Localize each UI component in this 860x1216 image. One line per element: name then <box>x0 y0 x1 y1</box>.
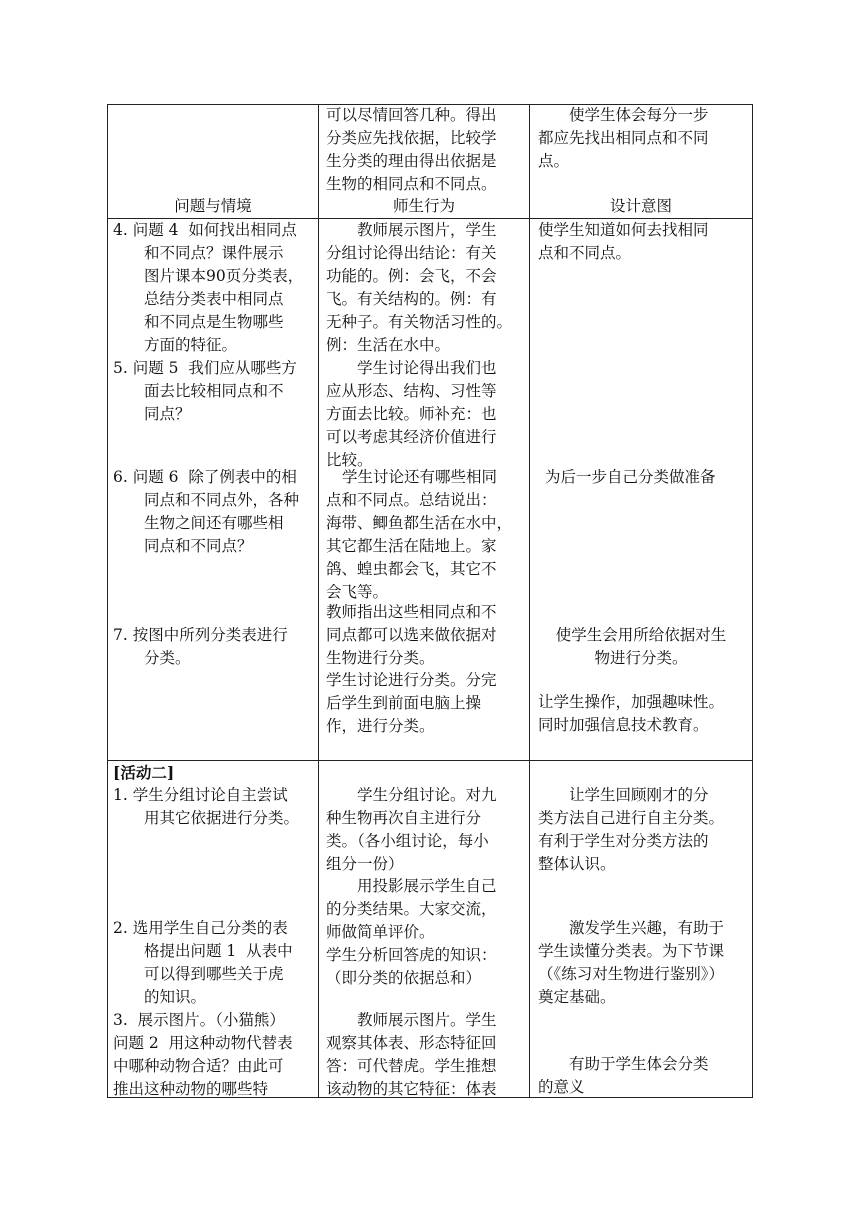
text-line: 该动物的其它特征：体表 <box>326 1080 497 1098</box>
text-line: 格提出问题 1 从表中 <box>144 942 293 960</box>
text-line: 其它都生活在陆地上。家 <box>326 537 497 555</box>
row0-design-intent-text <box>538 104 750 173</box>
table-divider-col1 <box>318 104 319 1098</box>
activity2-item-2 <box>113 917 317 1009</box>
activity2-item-3 <box>113 1009 317 1101</box>
question-6 <box>113 466 317 558</box>
text-line: 学生分析回答虎的知识： <box>326 946 497 964</box>
text-line: 使学生体会每分一步 <box>569 106 709 124</box>
text-line: 比较。 <box>326 451 373 469</box>
text-line: 总结分类表中相同点 <box>144 290 284 308</box>
intent-3 <box>530 624 752 670</box>
row0-teacher-student-text <box>326 104 526 196</box>
behavior-4 <box>326 601 528 670</box>
text-line: 使学生会用所给依据对生 <box>555 626 727 644</box>
behavior-1 <box>326 219 528 357</box>
text-line: 组分一份） <box>326 855 404 873</box>
text-line: 整体认识。 <box>538 855 616 873</box>
activity2-item-1 <box>113 784 317 830</box>
text-line: 学生讨论还有哪些相同 <box>342 468 498 486</box>
text-line: 师做简单评价。 <box>326 923 435 941</box>
text-line: 推出这种动物的哪些特 <box>113 1080 269 1098</box>
text-line: 分类。 <box>144 649 191 667</box>
header-problem-situation: 问题与情境 <box>174 197 252 215</box>
activity2-behavior-1 <box>326 784 528 876</box>
text-line: 海带、鲫鱼都生活在水中， <box>326 514 513 532</box>
activity2-behavior-2 <box>326 875 528 990</box>
text-line: 飞。有关结构的。例：有 <box>326 290 497 308</box>
text-line: 都应先找出相同点和不同 <box>538 129 709 147</box>
text-line: 答：可代替虎。学生推想 <box>326 1057 497 1075</box>
activity2-intent-2 <box>538 917 750 1009</box>
question-4 <box>113 219 317 357</box>
table-divider-col2 <box>529 104 530 1098</box>
table-border-left <box>107 104 108 1098</box>
text-line: 类。（各小组讨论，每小 <box>326 832 489 850</box>
text-line: 无种子。有关物活习性的。 <box>326 313 513 331</box>
text-line: 方面去比较。师补充：也 <box>326 405 497 423</box>
text-line: 和不同点是生物哪些 <box>144 313 284 331</box>
text-line: 观察其体表、形态特征回 <box>326 1034 497 1052</box>
behavior-3 <box>326 466 528 604</box>
intent-4 <box>538 691 750 737</box>
text-line: 教师展示图片，学生 <box>357 221 497 239</box>
text-line: 教师展示图片。学生 <box>357 1011 497 1029</box>
text-line: 问题 2 用这种动物代替表 <box>113 1034 293 1052</box>
activity2-intent-1 <box>538 784 750 876</box>
text-line: 后学生到前面电脑上操 <box>326 694 482 712</box>
behavior-5 <box>326 669 528 738</box>
text-line: 面去比较相同点和不 <box>144 382 284 400</box>
text-line: 方面的特征。 <box>144 336 238 354</box>
text-line: 分组讨论得出结论：有关 <box>326 244 497 262</box>
text-line: 5. 问题 5 我们应从哪些方 <box>113 359 297 377</box>
text-line: 3. 展示图片。（小猫熊） <box>113 1011 285 1029</box>
text-line: 中哪种动物合适？由此可 <box>113 1057 284 1075</box>
text-line: 同点和不同点？ <box>144 537 253 555</box>
text-line: 使学生知道如何去找相同 <box>538 221 709 239</box>
text-line: 2. 选用学生自己分类的表 <box>113 919 288 937</box>
text-line: 有助于学生体会分类 <box>569 1055 709 1073</box>
text-line: 可以得到哪些关于虎 <box>144 965 284 983</box>
text-line: 用其它依据进行分类。 <box>144 809 300 827</box>
text-line: 奠定基础。 <box>538 988 616 1006</box>
text-line: 分类应先找依据，比较学 <box>326 129 497 147</box>
text-line: 让学生操作，加强趣味性。 <box>538 693 725 711</box>
text-line: 点和不同点。总结说出： <box>326 491 497 509</box>
text-line: 7. 按图中所列分类表进行 <box>113 626 288 644</box>
text-line: 种生物再次自主进行分 <box>326 809 482 827</box>
text-line: 点和不同点。 <box>538 244 632 262</box>
intent-1 <box>538 219 750 265</box>
activity2-intent-3 <box>538 1053 750 1099</box>
text-line: 1. 学生分组讨论自主尝试 <box>113 786 288 804</box>
text-line: 可以尽情回答几种。得出 <box>326 106 497 124</box>
text-line: 图片课本90页分类表， <box>144 267 304 285</box>
text-line: 点。 <box>538 152 570 170</box>
text-line: 生物之间还有哪些相 <box>144 514 284 532</box>
text-line: 6. 问题 6 除了例表中的相 <box>113 468 297 486</box>
text-line: 同时加强信息技术教育。 <box>538 716 709 734</box>
text-line: （《练习对生物进行鉴别》） <box>538 965 725 983</box>
text-line: 学生读懂分类表。为下节课 <box>538 942 725 960</box>
question-7 <box>113 624 317 670</box>
text-line: 例：生活在水中。 <box>326 336 451 354</box>
text-line: 物进行分类。 <box>594 649 688 667</box>
behavior-2 <box>326 357 528 472</box>
text-line: 生物进行分类。 <box>326 649 435 667</box>
table-border-right <box>752 104 753 1098</box>
text-line: 激发学生兴趣，有助于 <box>569 919 725 937</box>
text-line: 学生讨论得出我们也 <box>357 359 497 377</box>
text-line: 学生分组讨论。对九 <box>357 786 497 804</box>
text-line: 的分类结果。大家交流， <box>326 900 497 918</box>
text-line: 有利于学生对分类方法的 <box>538 832 709 850</box>
header-design-intent: 设计意图 <box>609 197 672 215</box>
activity2-behavior-3 <box>326 1009 528 1101</box>
text-line: 同点都可以选来做依据对 <box>326 626 497 644</box>
text-line: 同点和不同点外，各种 <box>144 491 300 509</box>
text-line: 教师指出这些相同点和不 <box>326 603 497 621</box>
text-line: 和不同点？课件展示 <box>144 244 284 262</box>
text-line: 让学生回顾刚才的分 <box>569 786 709 804</box>
text-line: （即分类的依据总和） <box>326 969 482 987</box>
header-teacher-student-behavior: 师生行为 <box>392 197 455 215</box>
text-line: 生物的相同点和不同点。 <box>326 175 497 193</box>
text-line: 的知识。 <box>144 988 207 1006</box>
text-line: 鸽、蝗虫都会飞，其它不 <box>326 560 497 578</box>
text-line: 可以考虑其经济价值进行 <box>326 428 497 446</box>
text-line: 的意义 <box>538 1078 585 1096</box>
text-line: 学生讨论进行分类。分完 <box>326 671 497 689</box>
question-5 <box>113 357 317 426</box>
text-line: 会飞等。 <box>326 583 389 601</box>
text-line: 应从形态、结构、习性等 <box>326 382 497 400</box>
text-line: 用投影展示学生自己 <box>357 877 497 895</box>
text-line: 作，进行分类。 <box>326 717 435 735</box>
text-line: 生分类的理由得出依据是 <box>326 152 497 170</box>
text-line: 类方法自己进行自主分类。 <box>538 809 725 827</box>
activity-2-title: [活动二] <box>113 763 175 782</box>
text-line: 功能的。例：会飞，不会 <box>326 267 497 285</box>
text-line: 4. 问题 4 如何找出相同点 <box>113 221 297 239</box>
text-line: 同点？ <box>144 405 191 423</box>
intent-2: 为后一步自己分类做准备 <box>545 468 716 486</box>
